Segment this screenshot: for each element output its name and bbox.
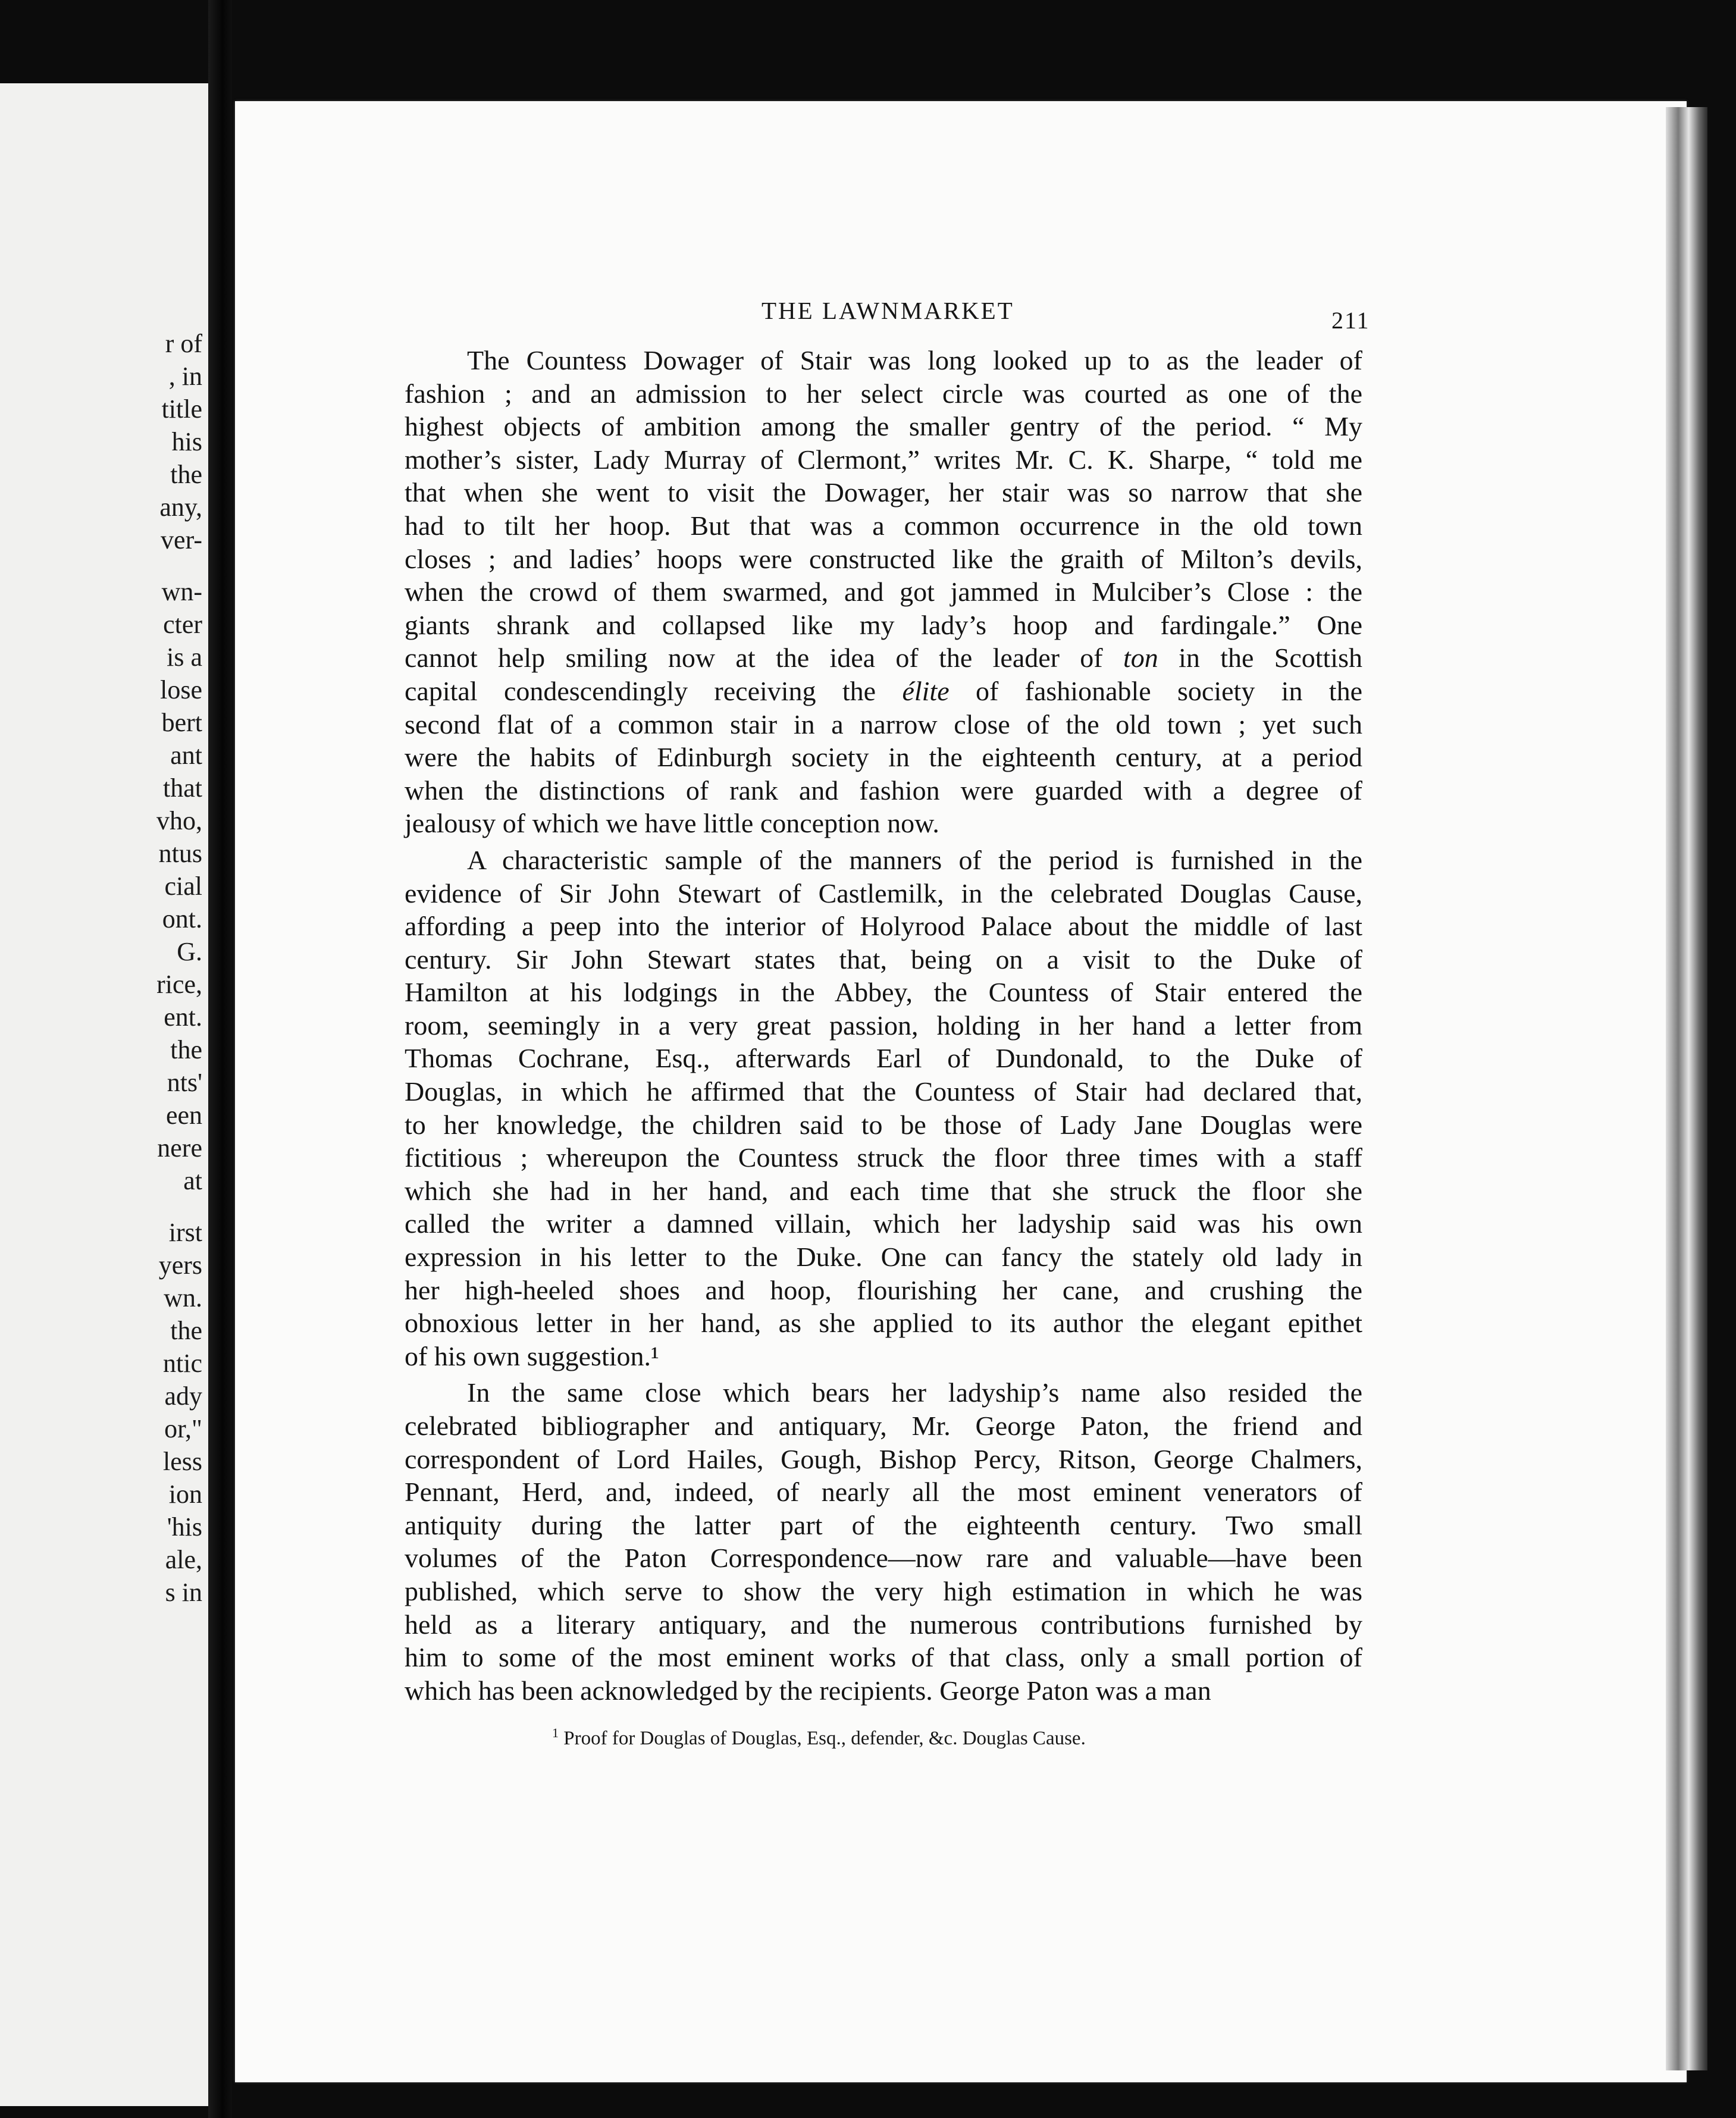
text-line: affording a peep into the interior of Holyrood Palace about the middle of last [405, 911, 1362, 942]
text-line: her high-heeled shoes and hoop, flourishing her cane, and crushing the [405, 1274, 1362, 1305]
body-text [405, 344, 1362, 1707]
text-line: which has been acknowledged by the recipients. George Paton was a man [405, 1675, 1211, 1706]
left-fragment-line: the [170, 1035, 202, 1064]
text-line: when the crowd of them swarmed, and got jammed in Mulciber’s Close : the [405, 577, 1362, 607]
left-fragment-line: his [171, 427, 202, 456]
paragraph [405, 344, 1362, 840]
text-line: century. Sir John Stewart states that, being on a visit to the Duke of [405, 944, 1362, 975]
left-fragment-line: cter [163, 610, 202, 639]
text-line: room, seemingly in a very great passion, holding in her hand a letter from [405, 1010, 1362, 1041]
left-fragment-line: s in [165, 1578, 202, 1607]
text-line: highest objects of ambition among the smaller gentry of the period. “ My [405, 411, 1362, 442]
left-fragment-line: ent. [164, 1002, 202, 1032]
left-fragment-line: title [161, 394, 202, 424]
left-page-text-fragments [83, 327, 202, 1609]
text-line: celebrated bibliographer and antiquary, Mr. George Paton, the friend and [405, 1411, 1362, 1441]
text-line: jealousy of which we have little conception now. [405, 808, 939, 839]
left-facing-page [0, 83, 208, 2106]
left-fragment-line: r of [165, 329, 202, 358]
text-line: which she had in her hand, and each time that she struck the floor she [405, 1175, 1362, 1206]
text-line: A characteristic sample of the manners of the period is furnished in the [467, 844, 1362, 875]
text-line: closes ; and ladies’ hoops were constructed like the graith of Milton’s devils, [405, 543, 1362, 574]
footnote [552, 1725, 1086, 1750]
text-line: Hamilton at his lodgings in the Abbey, the Countess of Stair entered the [405, 977, 1362, 1008]
left-fragment-line: nts' [167, 1068, 202, 1097]
left-fragment-line: rice, [156, 970, 202, 999]
text-line: evidence of Sir John Stewart of Castlemilk, in the celebrated Douglas Cause, [405, 878, 1362, 908]
left-fragment-line: bert [161, 708, 202, 737]
left-fragment-line: the [170, 460, 202, 489]
left-fragment-line: cial [164, 872, 202, 901]
left-fragment-line: irst [168, 1218, 202, 1247]
left-fragment-line: the [170, 1316, 202, 1345]
text-line: capital condescendingly receiving the élite of fashionable society in the [405, 675, 1362, 706]
text-line: when the distinctions of rank and fashion were guarded with a degree of [405, 775, 1362, 806]
page-number: 211 [1331, 307, 1370, 334]
running-head: THE LAWNMARKET [762, 297, 1014, 324]
text-line: called the writer a damned villain, which her ladyship said was his own [405, 1208, 1362, 1239]
text-line: Thomas Cochrane, Esq., afterwards Earl of Dundonald, to the Duke of [405, 1043, 1362, 1074]
text-line: expression in his letter to the Duke. One can fancy the stately old lady in [405, 1242, 1362, 1273]
left-fragment-line: ant [170, 741, 202, 770]
text-line: volumes of the Paton Correspondence—now rare and valuable—have been [405, 1543, 1362, 1574]
left-fragment-line: wn- [161, 577, 202, 606]
left-fragment-line: een [165, 1101, 202, 1130]
left-fragment-line: yers [158, 1251, 202, 1280]
text-line: mother’s sister, Lady Murray of Clermont,” writes Mr. C. K. Sharpe, “ told me [405, 444, 1362, 475]
left-fragment-line: , in [168, 362, 202, 391]
left-fragment-line: lose [160, 675, 202, 704]
text-line: cannot help smiling now at the idea of the leader of ton in the Scottish [405, 643, 1362, 673]
left-fragment-line: nere [157, 1133, 202, 1163]
left-fragment-line: wn. [164, 1283, 202, 1312]
paragraph [405, 1376, 1362, 1707]
left-fragment-line: less [163, 1447, 202, 1476]
left-fragment-line: ntic [163, 1349, 202, 1378]
left-fragment-line: ion [168, 1480, 202, 1509]
book-gutter [208, 0, 232, 2118]
left-fragment-line: any, [159, 493, 202, 522]
text-line: had to tilt her hoop. But that was a common occurrence in the old town [405, 510, 1362, 541]
paragraph [405, 844, 1362, 1373]
fragment-gap [83, 556, 202, 575]
text-line: held as a literary antiquary, and the numerous contributions furnished by [405, 1609, 1362, 1640]
text-line: The Countess Dowager of Stair was long looked up to as the leader of [467, 345, 1362, 375]
text-line: were the habits of Edinburgh society in the eighteenth century, at a period [405, 742, 1362, 773]
text-line: that when she went to visit the Dowager, her stair was so narrow that she [405, 477, 1362, 508]
left-fragment-line: ont. [162, 904, 202, 933]
text-line: antiquity during the latter part of the eighteenth century. Two small [405, 1509, 1362, 1540]
text-line: second flat of a common stair in a narrow close of the old town ; yet such [405, 709, 1362, 740]
page-edge-shading [1666, 107, 1707, 2070]
footnote-text: Proof for Douglas of Douglas, Esq., defender, &c. Douglas Cause. [563, 1728, 1086, 1749]
text-line: to her knowledge, the children said to be those of Lady Jane Douglas were [405, 1109, 1362, 1140]
text-line: correspondent of Lord Hailes, Gough, Bishop Percy, Ritson, George Chalmers, [405, 1443, 1362, 1474]
left-fragment-line: is a [167, 643, 202, 672]
left-fragment-line: ale, [165, 1545, 202, 1574]
text-line: fashion ; and an admission to her select circle was courted as one of the [405, 378, 1362, 409]
text-line: obnoxious letter in her hand, as she applied to its author the elegant epithet [405, 1308, 1362, 1339]
left-fragment-line: ady [164, 1381, 202, 1411]
text-line: Pennant, Herd, and, indeed, of nearly all the most eminent venerators of [405, 1477, 1362, 1508]
left-fragment-line: G. [177, 937, 202, 966]
left-fragment-line: vho, [156, 806, 202, 835]
left-fragment-line: ntus [158, 839, 202, 868]
text-line: him to some of the most eminent works of that class, only a small portion of [405, 1642, 1362, 1673]
fragment-gap [83, 1197, 202, 1216]
left-fragment-line: 'his [167, 1512, 202, 1541]
text-line: Douglas, in which he affirmed that the Countess of Stair had declared that, [405, 1076, 1362, 1107]
text-line: giants shrank and collapsed like my lady’s hoop and fardingale.” One [405, 609, 1362, 640]
footnote-marker: 1 [552, 1725, 559, 1740]
text-line: In the same close which bears her ladyship’s name also resided the [467, 1377, 1362, 1408]
left-fragment-line: ver- [161, 525, 202, 554]
left-fragment-line: that [163, 773, 202, 803]
text-line: of his own suggestion.¹ [405, 1340, 659, 1371]
text-line: fictitious ; whereupon the Countess struck the floor three times with a staff [405, 1142, 1362, 1173]
left-fragment-line: at [183, 1166, 202, 1195]
text-line: published, which serve to show the very high estimation in which he was [405, 1575, 1362, 1606]
left-fragment-line: or," [164, 1414, 202, 1443]
